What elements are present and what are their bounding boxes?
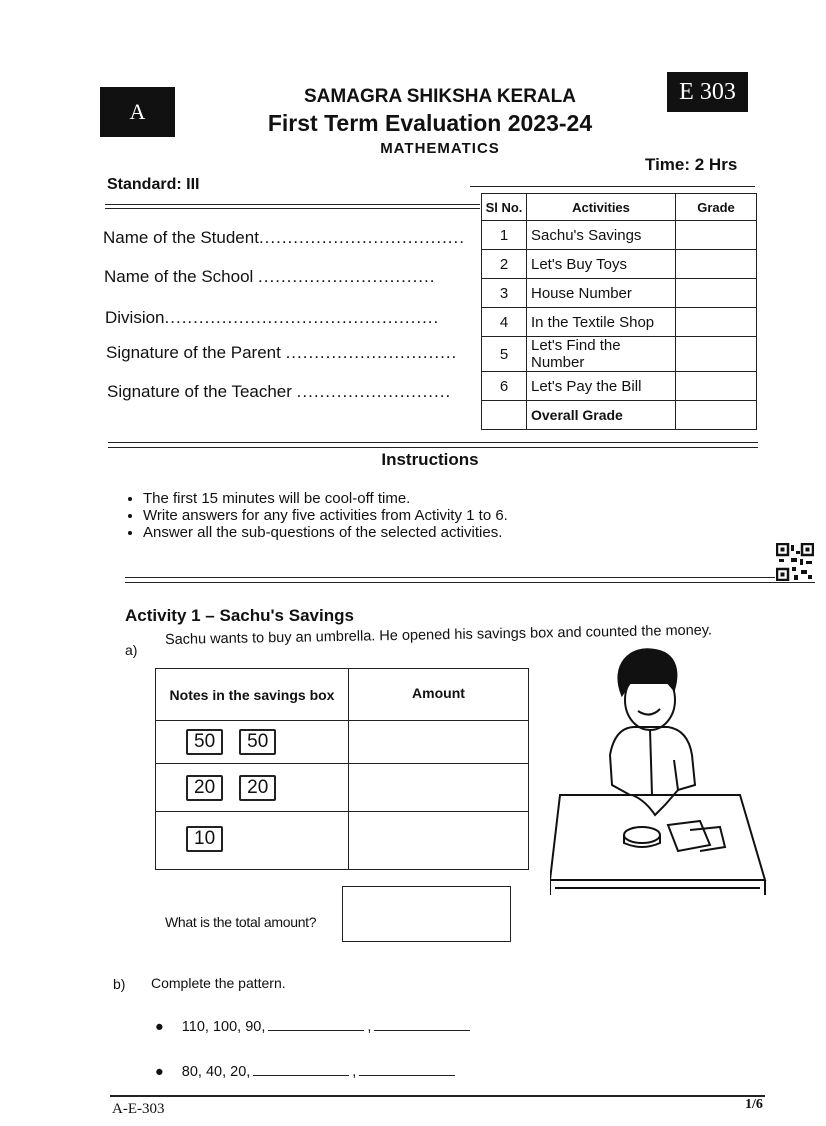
field-dots: ................................................ — [164, 308, 440, 327]
grade-cell[interactable] — [676, 221, 757, 250]
table-row — [482, 308, 757, 337]
question-b-text: Complete the pattern. — [151, 975, 286, 991]
instruction-item: • Answer all the sub-questions of the selected activities. — [143, 524, 508, 541]
pattern-sequence: 80, 40, 20, — [181, 1064, 251, 1080]
activity-name: Sachu's Savings — [527, 221, 676, 250]
student-name-field[interactable] — [103, 228, 465, 248]
table-header-row — [156, 669, 529, 721]
grade-cell[interactable] — [676, 372, 757, 401]
table-row — [482, 250, 757, 279]
subject-title: MATHEMATICS — [380, 140, 500, 157]
pattern-sequence: 110, 100, 90, — [181, 1019, 266, 1035]
table-header-row — [482, 194, 757, 221]
activities-grade-table — [481, 193, 757, 430]
field-label: Name of the Student — [103, 228, 259, 247]
sl-no: 5 — [482, 337, 527, 372]
instruction-item: • Write answers for any five activities from Activity 1 to 6. — [143, 507, 508, 524]
overall-grade-label: Overall Grade — [527, 401, 676, 430]
grade-cell[interactable] — [676, 250, 757, 279]
field-dots: .............................. — [285, 343, 458, 362]
question-b-label: b) — [113, 976, 126, 992]
activity-name: Let's Pay the Bill — [527, 372, 676, 401]
currency-note-20: 20 — [239, 775, 276, 801]
activity-name: House Number — [527, 279, 676, 308]
table-row — [156, 812, 529, 870]
sl-no: 4 — [482, 308, 527, 337]
boy-counting-money-illustration — [550, 645, 770, 895]
field-dots: ........................... — [296, 382, 452, 401]
table-row — [156, 764, 529, 812]
total-amount-question: What is the total amount? — [165, 914, 317, 930]
pattern-2: ● 80, 40, 20, , — [155, 1063, 458, 1080]
table-row — [482, 372, 757, 401]
currency-note-20: 20 — [186, 775, 223, 801]
total-amount-answer-box[interactable] — [342, 886, 511, 942]
standard-label: Standard: III — [107, 176, 200, 193]
activity-name: In the Textile Shop — [527, 308, 676, 337]
amount-cell[interactable] — [349, 812, 529, 870]
header-amount: Amount — [349, 669, 529, 721]
field-dots: .................................... — [258, 228, 465, 247]
table-row — [482, 221, 757, 250]
table-row — [156, 721, 529, 764]
time-label: Time: 2 Hrs — [645, 155, 738, 174]
overall-grade-row — [482, 401, 757, 430]
set-code: A — [129, 99, 146, 124]
header-grade: Grade — [676, 194, 757, 221]
currency-note-50: 50 — [239, 729, 276, 755]
paper-code: E 303 — [679, 78, 736, 105]
header-activities: Activities — [527, 194, 676, 221]
organisation-title: SAMAGRA SHIKSHA KERALA — [304, 86, 576, 107]
activity-1-title: Activity 1 – Sachu's Savings — [125, 606, 354, 625]
answer-blank[interactable] — [359, 1063, 455, 1076]
paper-code-badge — [667, 72, 748, 112]
grade-cell[interactable] — [676, 337, 757, 372]
page-number: 1/6 — [745, 1097, 763, 1112]
qr-code-icon — [776, 543, 814, 581]
grade-cell[interactable] — [676, 308, 757, 337]
currency-note-50: 50 — [186, 729, 223, 755]
school-name-field[interactable] — [104, 267, 435, 287]
instructions-list — [105, 490, 508, 541]
pattern-1: ● 110, 100, 90, , — [155, 1018, 473, 1035]
table-row — [482, 337, 757, 372]
currency-note-10: 10 — [186, 826, 223, 852]
activity-name: Let's Buy Toys — [527, 250, 676, 279]
exam-title: First Term Evaluation 2023-24 — [267, 110, 593, 136]
grade-cell[interactable] — [676, 279, 757, 308]
answer-blank[interactable] — [374, 1018, 470, 1031]
teacher-signature-field[interactable] — [107, 382, 451, 402]
field-label: Division — [105, 308, 165, 327]
division-field[interactable] — [105, 308, 439, 328]
field-label: Signature of the Teacher — [107, 382, 292, 401]
activity-name: Let's Find the Number — [527, 337, 676, 372]
amount-cell[interactable] — [349, 764, 529, 812]
instructions-title: Instructions — [381, 450, 479, 469]
answer-blank[interactable] — [253, 1063, 349, 1076]
amount-cell[interactable] — [349, 721, 529, 764]
field-label: Signature of the Parent — [106, 343, 281, 362]
overall-grade-cell[interactable] — [676, 401, 757, 430]
parent-signature-field[interactable] — [106, 343, 457, 363]
table-row — [482, 279, 757, 308]
header-notes: Notes in the savings box — [156, 669, 349, 721]
question-a-label: a) — [125, 642, 138, 658]
header-sl-no: Sl No. — [482, 194, 527, 221]
footer-code: A-E-303 — [112, 1101, 165, 1117]
sl-no: 3 — [482, 279, 527, 308]
instruction-item: • The first 15 minutes will be cool-off time. — [143, 490, 508, 507]
question-a-text: Sachu wants to buy an umbrella. He opened his savings box and counted the money. — [164, 622, 713, 648]
savings-table — [155, 668, 529, 870]
answer-blank[interactable] — [268, 1018, 364, 1031]
set-code-badge — [100, 87, 175, 137]
field-dots: ............................... — [258, 267, 436, 286]
sl-no: 2 — [482, 250, 527, 279]
sl-no: 1 — [482, 221, 527, 250]
sl-no: 6 — [482, 372, 527, 401]
field-label: Name of the School — [104, 267, 254, 286]
